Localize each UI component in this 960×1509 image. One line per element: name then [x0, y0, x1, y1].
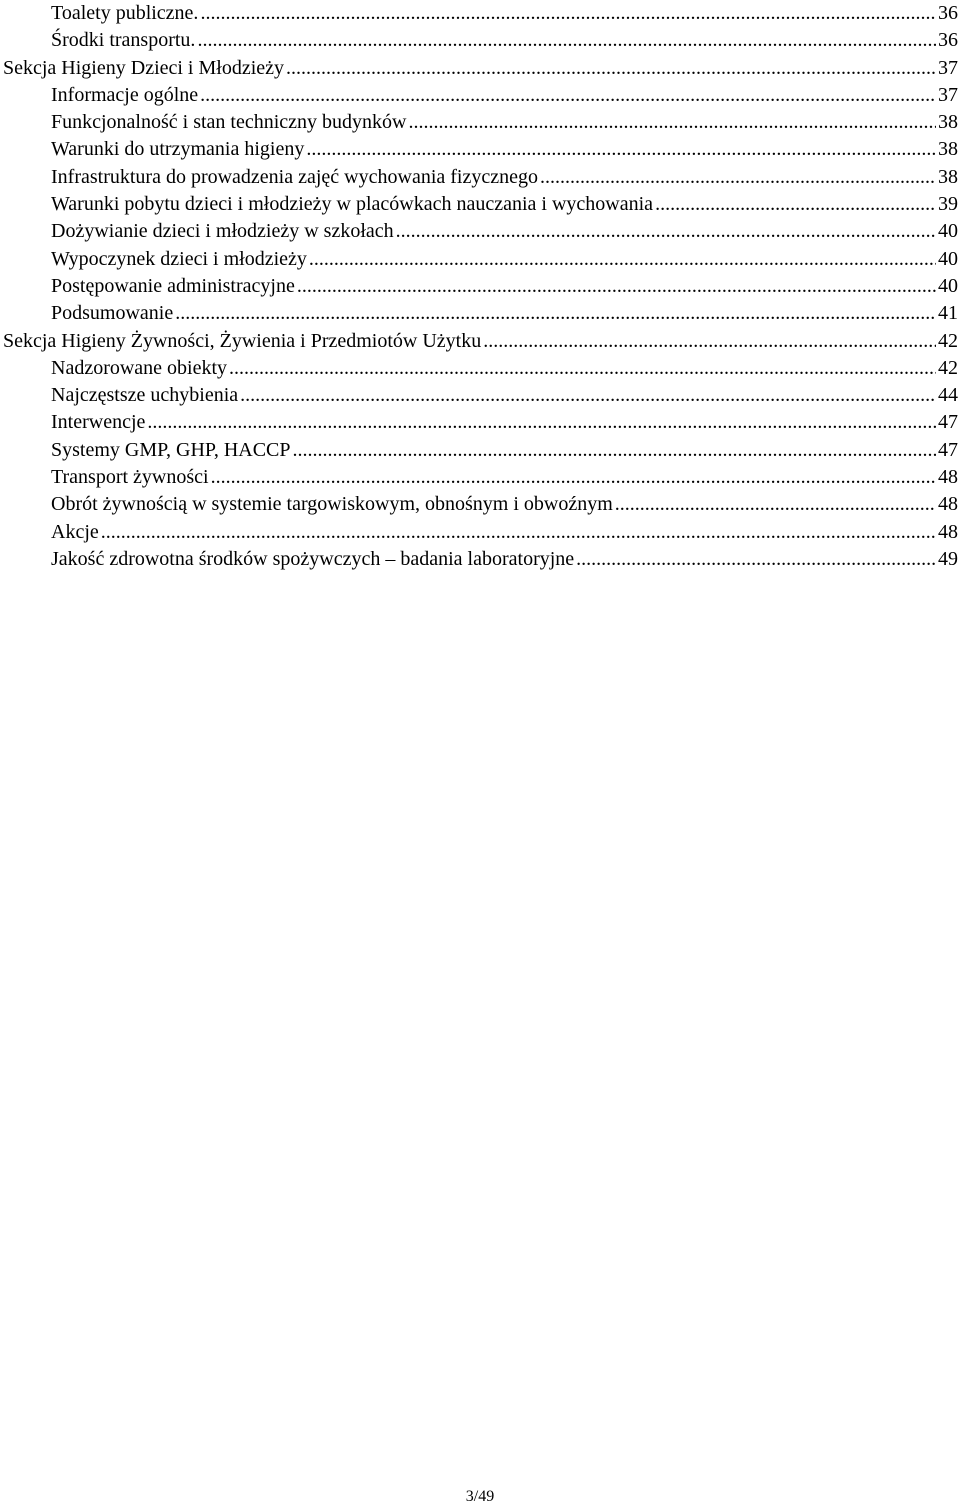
toc-entry[interactable]	[0, 164, 958, 191]
toc-entry-title: Postępowanie administracyjne	[51, 274, 295, 297]
toc-entry-title: Dożywianie dzieci i młodzieży w szkołach	[51, 220, 394, 243]
toc-entry-title: Interwencje	[51, 411, 146, 434]
toc-entry[interactable]	[0, 546, 958, 573]
toc-entry-title: Informacje ogólne	[51, 83, 199, 106]
toc-dot-leader	[483, 328, 936, 355]
toc-dot-leader	[615, 491, 936, 518]
toc-dot-leader	[409, 109, 937, 136]
toc-entry-title: Środki transportu.	[51, 29, 196, 52]
toc-entry[interactable]	[0, 300, 958, 327]
toc-entry-page-number: 36	[938, 2, 958, 24]
toc-entry-title: Funkcjonalność i stan techniczny budynków	[51, 111, 407, 134]
toc-entry[interactable]	[0, 55, 958, 82]
table-of-contents	[0, 0, 958, 573]
toc-entry-page-number: 47	[938, 438, 958, 461]
toc-dot-leader	[396, 218, 936, 245]
toc-entry[interactable]	[0, 491, 958, 518]
toc-entry[interactable]	[0, 27, 958, 54]
toc-entry-page-number: 48	[938, 520, 958, 543]
toc-entry[interactable]	[0, 409, 958, 436]
toc-entry-title: Warunki do utrzymania higieny	[51, 138, 305, 161]
toc-entry[interactable]	[0, 382, 958, 409]
page-number: 3/49	[465, 1488, 495, 1505]
toc-entry-title: Infrastruktura do prowadzenia zajęć wychowania fizycznego	[51, 165, 538, 188]
toc-entry[interactable]	[0, 273, 958, 300]
toc-entry-title: Warunki pobytu dzieci i młodzieży w placówkach nauczania i wychowania	[51, 193, 654, 216]
toc-entry-title: Sekcja Higieny Dzieci i Młodzieży	[3, 56, 285, 79]
toc-entry-page-number: 38	[938, 111, 958, 134]
toc-entry[interactable]	[0, 519, 958, 546]
toc-dot-leader	[293, 437, 936, 464]
toc-entry[interactable]	[0, 109, 958, 136]
toc-entry-page-number: 48	[938, 493, 958, 516]
toc-dot-leader	[540, 164, 936, 191]
toc-dot-leader	[197, 27, 936, 54]
toc-entry[interactable]	[0, 191, 958, 218]
toc-entry-page-number: 40	[938, 274, 958, 297]
toc-entry[interactable]	[0, 464, 958, 491]
toc-entry-title: Toalety publiczne.	[51, 2, 199, 24]
toc-entry-title: Wypoczynek dzieci i młodzieży	[51, 247, 307, 270]
toc-dot-leader	[297, 273, 936, 300]
toc-entry-title: Jakość zdrowotna środków spożywczych – badania laboratoryjne	[51, 547, 575, 570]
toc-entry[interactable]	[0, 136, 958, 163]
toc-entry-page-number: 38	[938, 138, 958, 161]
toc-entry-page-number: 37	[938, 56, 958, 79]
toc-entry-title: Sekcja Higieny Żywności, Żywienia i Przedmiotów Użytku	[3, 329, 482, 352]
toc-dot-leader	[286, 55, 936, 82]
toc-entry[interactable]	[0, 328, 958, 355]
toc-entry-page-number: 42	[938, 329, 958, 352]
toc-entry-page-number: 38	[938, 165, 958, 188]
toc-dot-leader	[211, 464, 936, 491]
toc-dot-leader	[576, 546, 936, 573]
toc-entry-page-number: 40	[938, 220, 958, 243]
toc-entry-page-number: 42	[938, 356, 958, 379]
toc-entry[interactable]	[0, 218, 958, 245]
toc-entry-page-number: 36	[938, 29, 958, 52]
toc-entry[interactable]	[0, 355, 958, 382]
toc-entry-title: Nadzorowane obiekty	[51, 356, 228, 379]
toc-dot-leader	[309, 246, 936, 273]
toc-entry-page-number: 49	[938, 547, 958, 570]
toc-entry[interactable]	[0, 82, 958, 109]
toc-entry-title: Podsumowanie	[51, 302, 174, 325]
toc-entry-title: Obrót żywnością w systemie targowiskowym, obnośnym i obwoźnym	[51, 493, 613, 516]
toc-dot-leader	[200, 82, 936, 109]
toc-entry-page-number: 37	[938, 83, 958, 106]
toc-dot-leader	[175, 300, 936, 327]
toc-dot-leader	[147, 409, 936, 436]
toc-dot-leader	[229, 355, 936, 382]
toc-dot-leader	[101, 519, 936, 546]
toc-entry-title: Najczęstsze uchybienia	[51, 384, 239, 407]
toc-dot-leader	[200, 0, 936, 27]
toc-dot-leader	[306, 136, 936, 163]
toc-entry-page-number: 40	[938, 247, 958, 270]
toc-entry-title: Systemy GMP, GHP, HACCP	[51, 438, 291, 461]
toc-entry-page-number: 44	[938, 384, 958, 407]
toc-entry-page-number: 47	[938, 411, 958, 434]
toc-dot-leader	[240, 382, 936, 409]
toc-entry-page-number: 48	[938, 466, 958, 489]
toc-entry[interactable]	[0, 437, 958, 464]
toc-dot-leader	[655, 191, 936, 218]
toc-entry-page-number: 39	[938, 193, 958, 216]
toc-entry-title: Akcje	[51, 520, 99, 543]
toc-entry-title: Transport żywności	[51, 466, 209, 489]
toc-entry-page-number: 41	[938, 302, 958, 325]
toc-entry[interactable]	[0, 0, 958, 27]
toc-entry[interactable]	[0, 246, 958, 273]
